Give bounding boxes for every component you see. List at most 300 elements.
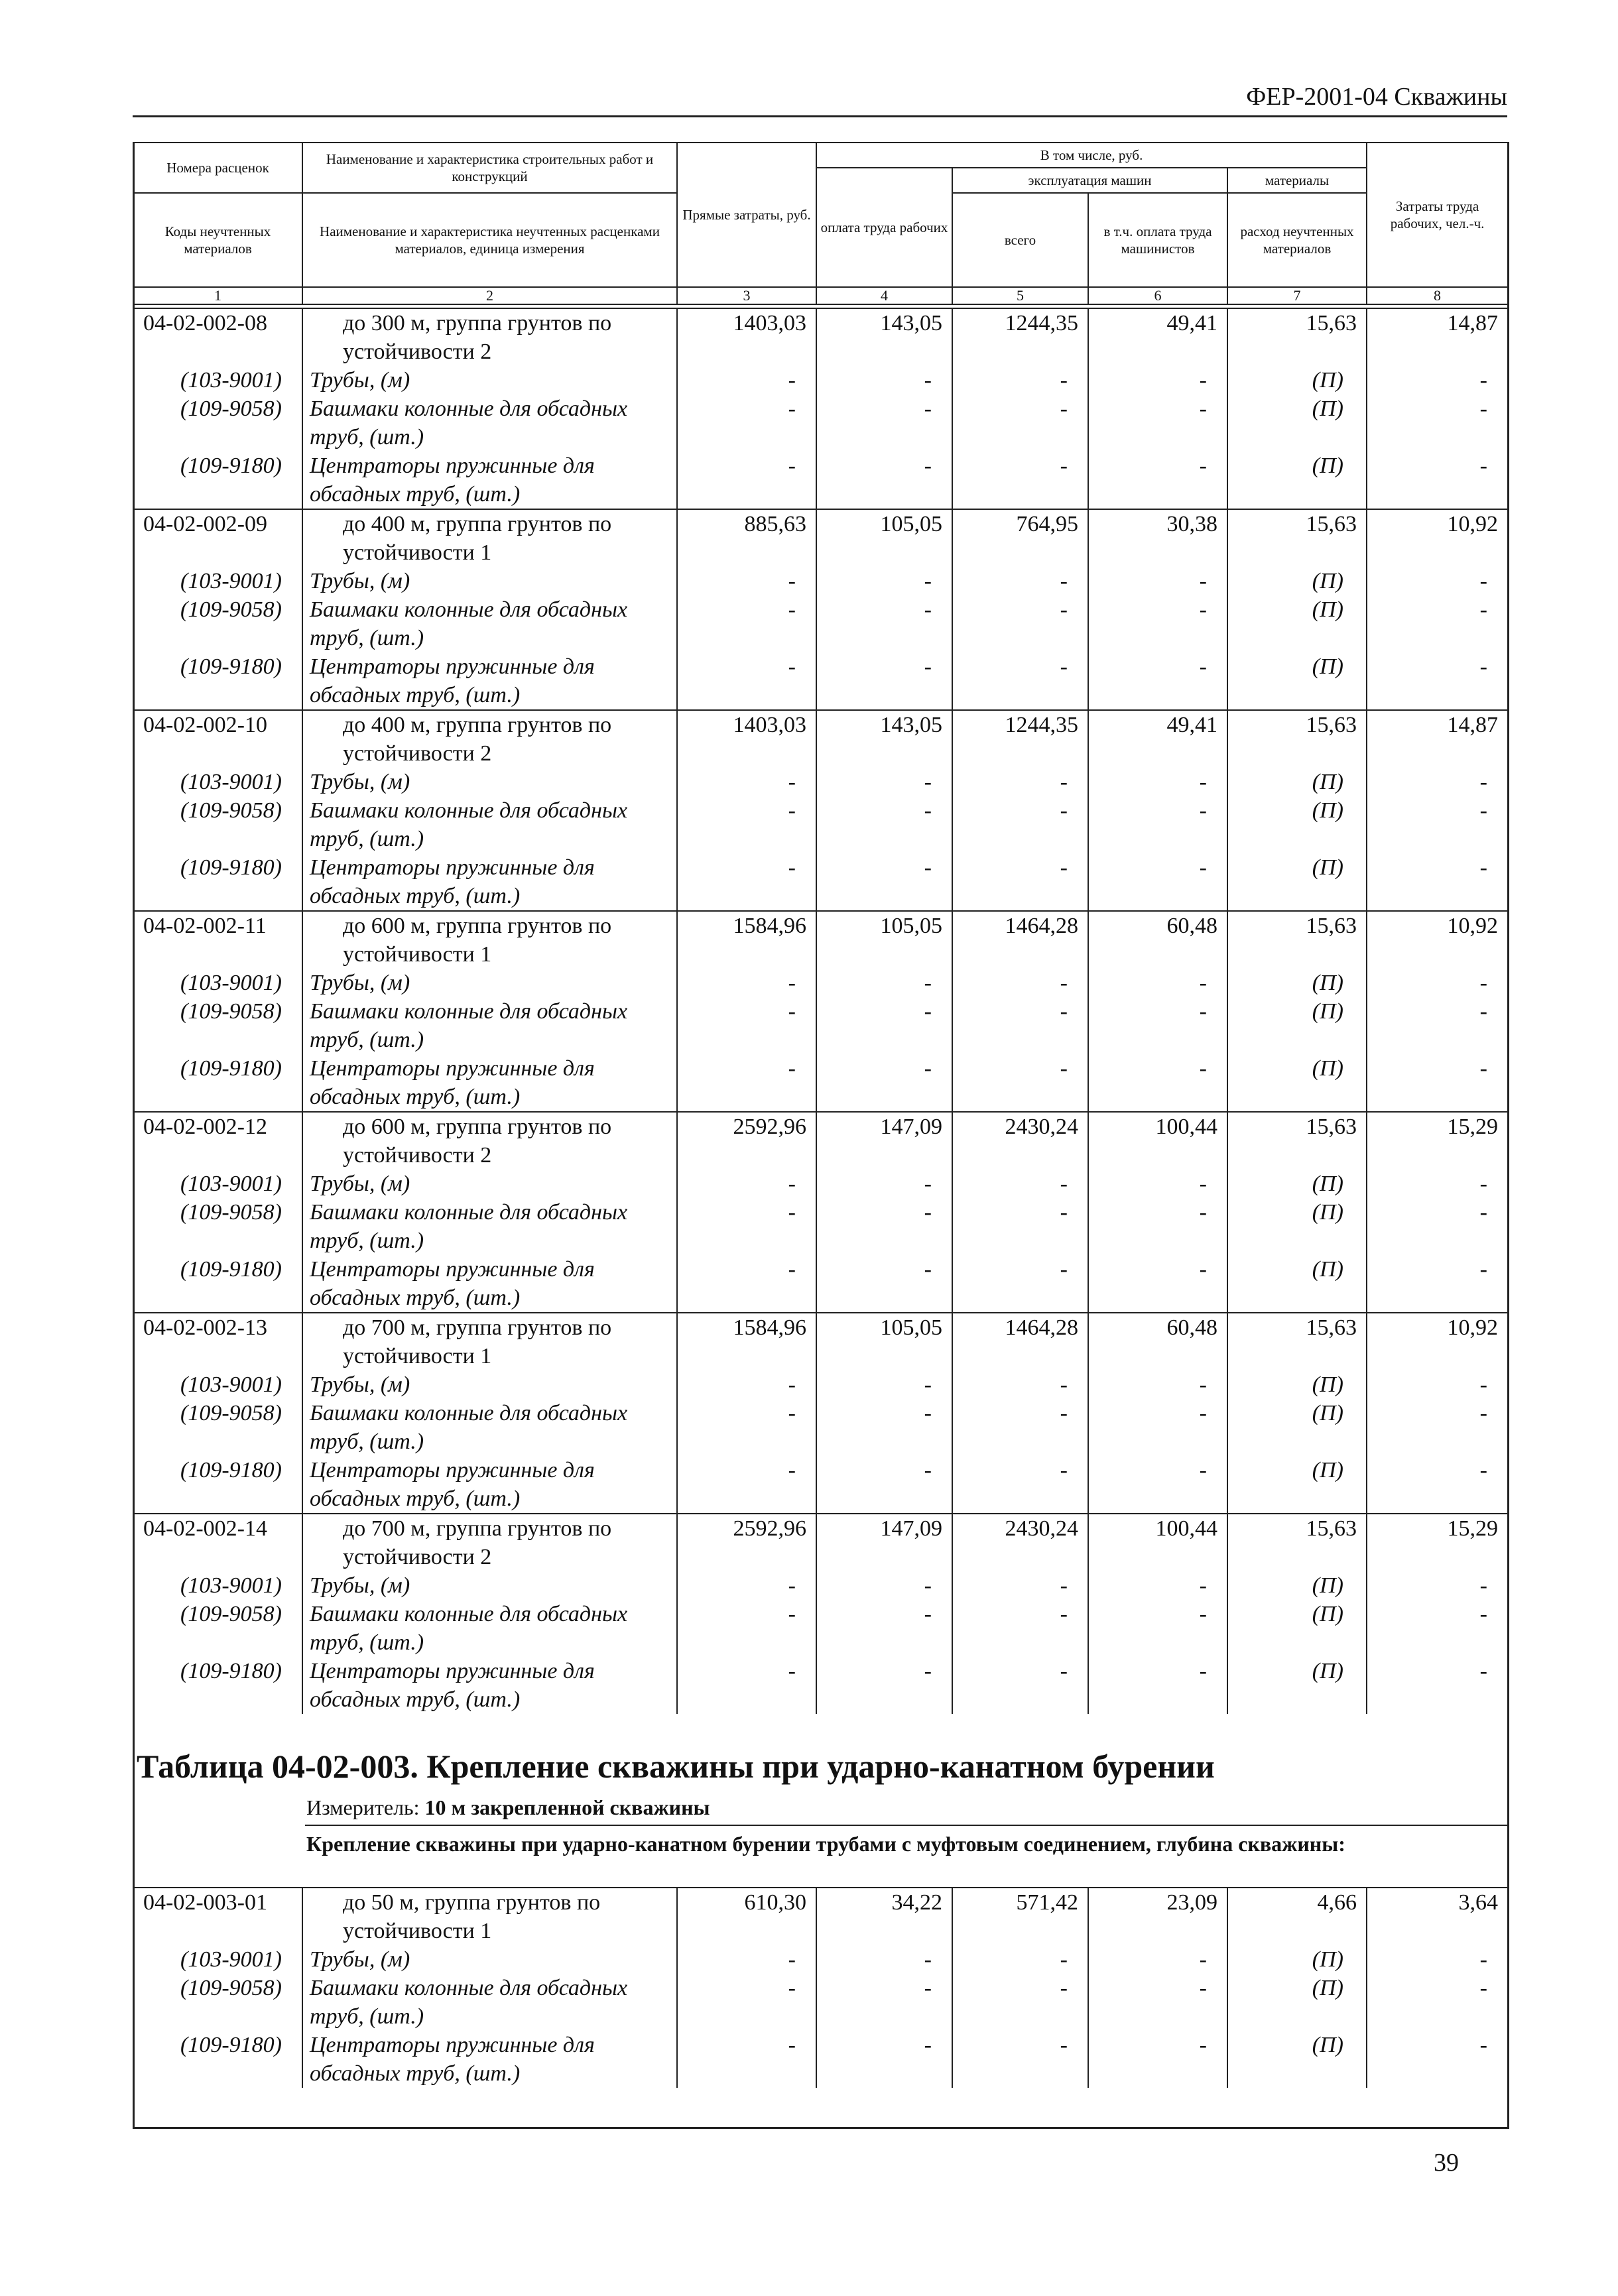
dash: - bbox=[816, 1974, 952, 2031]
material-row bbox=[133, 2031, 1508, 2088]
dash: - bbox=[952, 2031, 1088, 2088]
dash: - bbox=[816, 1657, 952, 1714]
material-row bbox=[133, 567, 1508, 595]
header-mach-total: всего bbox=[952, 193, 1088, 287]
dash: - bbox=[952, 796, 1088, 853]
material-mark: (П) bbox=[1227, 595, 1367, 652]
material-mark: (П) bbox=[1227, 1170, 1367, 1198]
material-name: Трубы, (м) bbox=[302, 768, 677, 796]
material-row bbox=[133, 796, 1508, 853]
material-row bbox=[133, 1974, 1508, 2031]
dash: - bbox=[677, 1255, 816, 1313]
material-name: Трубы, (м) bbox=[302, 1945, 677, 1974]
direct-cost: 1584,96 bbox=[677, 1313, 816, 1370]
labor-cost: 105,05 bbox=[816, 1313, 952, 1370]
dash: - bbox=[816, 1198, 952, 1255]
dash: - bbox=[677, 796, 816, 853]
meter-value: 10 м закрепленной скважины bbox=[424, 1795, 710, 1819]
header-labor: оплата труда рабочих bbox=[816, 168, 952, 287]
material-name: Башмаки колонные для обсадных труб, (шт.) bbox=[302, 796, 677, 853]
dash: - bbox=[1367, 1600, 1508, 1657]
material-row bbox=[133, 1600, 1508, 1657]
rate-code: 04-02-002-14 bbox=[133, 1514, 302, 1571]
rate-row bbox=[133, 710, 1508, 768]
material-cost: 15,63 bbox=[1227, 911, 1367, 969]
machinist-cost: 100,44 bbox=[1088, 1514, 1227, 1571]
dash: - bbox=[816, 1571, 952, 1600]
material-mark: (П) bbox=[1227, 853, 1367, 911]
dash: - bbox=[1088, 394, 1227, 452]
rate-code: 04-02-002-11 bbox=[133, 911, 302, 969]
meter bbox=[306, 1795, 710, 1820]
dash: - bbox=[677, 1170, 816, 1198]
dash: - bbox=[677, 1198, 816, 1255]
dash: - bbox=[816, 853, 952, 911]
material-code: (109-9180) bbox=[133, 452, 302, 509]
header-codes-bottom: Коды неучтенных материалов bbox=[133, 193, 302, 287]
direct-cost: 885,63 bbox=[677, 509, 816, 567]
material-mark: (П) bbox=[1227, 969, 1367, 997]
dash: - bbox=[816, 1456, 952, 1514]
material-mark: (П) bbox=[1227, 1399, 1367, 1456]
rate-row bbox=[133, 509, 1508, 567]
material-name: Центраторы пружинные для обсадных труб, (шт.) bbox=[302, 1657, 677, 1714]
dash: - bbox=[1088, 366, 1227, 394]
dash: - bbox=[952, 652, 1088, 710]
labor-hours: 14,87 bbox=[1367, 710, 1508, 768]
material-code: (109-9058) bbox=[133, 1600, 302, 1657]
material-name: Центраторы пружинные для обсадных труб, (шт.) bbox=[302, 1456, 677, 1514]
material-name: Башмаки колонные для обсадных труб, (шт.) bbox=[302, 1399, 677, 1456]
machinist-cost: 60,48 bbox=[1088, 1313, 1227, 1370]
material-mark: (П) bbox=[1227, 1657, 1367, 1714]
table-title: Таблица 04-02-003. Крепление скважины при ударно-канатном бурении bbox=[137, 1748, 1215, 1785]
dash: - bbox=[677, 652, 816, 710]
material-cost: 15,63 bbox=[1227, 710, 1367, 768]
dash: - bbox=[952, 1198, 1088, 1255]
material-code: (109-9180) bbox=[133, 652, 302, 710]
machine-cost: 2430,24 bbox=[952, 1112, 1088, 1170]
rates-table-04-02-002 bbox=[133, 308, 1509, 1714]
material-row bbox=[133, 1456, 1508, 1514]
dash: - bbox=[952, 452, 1088, 509]
dash: - bbox=[1088, 1170, 1227, 1198]
dash: - bbox=[952, 1255, 1088, 1313]
machine-cost: 1244,35 bbox=[952, 710, 1088, 768]
header-incl: В том числе, руб. bbox=[816, 143, 1367, 168]
dash: - bbox=[1367, 1974, 1508, 2031]
dash: - bbox=[1088, 2031, 1227, 2088]
material-row bbox=[133, 1054, 1508, 1112]
rate-name: до 600 м, группа грунтов по устойчивости 2 bbox=[302, 1112, 677, 1170]
dash: - bbox=[816, 1255, 952, 1313]
dash: - bbox=[1088, 1255, 1227, 1313]
rate-name: до 600 м, группа грунтов по устойчивости 1 bbox=[302, 911, 677, 969]
dash: - bbox=[952, 969, 1088, 997]
machinist-cost: 23,09 bbox=[1088, 1888, 1227, 1945]
dash: - bbox=[677, 2031, 816, 2088]
dash: - bbox=[952, 1370, 1088, 1399]
dash: - bbox=[677, 1945, 816, 1974]
dash: - bbox=[816, 652, 952, 710]
dash: - bbox=[952, 853, 1088, 911]
machinist-cost: 30,38 bbox=[1088, 509, 1227, 567]
material-mark: (П) bbox=[1227, 1370, 1367, 1399]
rate-code: 04-02-002-10 bbox=[133, 710, 302, 768]
material-row bbox=[133, 452, 1508, 509]
machine-cost: 1464,28 bbox=[952, 1313, 1088, 1370]
material-mark: (П) bbox=[1227, 768, 1367, 796]
dash: - bbox=[677, 452, 816, 509]
material-name: Центраторы пружинные для обсадных труб, (шт.) bbox=[302, 1255, 677, 1313]
dash: - bbox=[952, 1456, 1088, 1514]
labor-cost: 147,09 bbox=[816, 1514, 952, 1571]
running-head: ФЕР-2001-04 Скважины bbox=[133, 78, 1507, 117]
dash: - bbox=[1367, 567, 1508, 595]
dash: - bbox=[1088, 1399, 1227, 1456]
dash: - bbox=[816, 595, 952, 652]
material-row bbox=[133, 1255, 1508, 1313]
material-code: (109-9058) bbox=[133, 595, 302, 652]
material-name: Центраторы пружинные для обсадных труб, (шт.) bbox=[302, 452, 677, 509]
dash: - bbox=[677, 1571, 816, 1600]
direct-cost: 2592,96 bbox=[677, 1514, 816, 1571]
dash: - bbox=[1088, 1945, 1227, 1974]
material-code: (109-9058) bbox=[133, 796, 302, 853]
dash: - bbox=[1367, 366, 1508, 394]
colnum: 6 bbox=[1088, 287, 1227, 304]
material-code: (109-9058) bbox=[133, 1974, 302, 2031]
material-name: Башмаки колонные для обсадных труб, (шт.) bbox=[302, 394, 677, 452]
dash: - bbox=[1088, 452, 1227, 509]
dash: - bbox=[1367, 853, 1508, 911]
dash: - bbox=[952, 1945, 1088, 1974]
dash: - bbox=[1367, 1657, 1508, 1714]
labor-cost: 143,05 bbox=[816, 308, 952, 366]
material-name: Трубы, (м) bbox=[302, 1170, 677, 1198]
dash: - bbox=[1088, 1456, 1227, 1514]
material-row bbox=[133, 366, 1508, 394]
material-row bbox=[133, 997, 1508, 1054]
material-mark: (П) bbox=[1227, 1974, 1367, 2031]
dash: - bbox=[677, 1456, 816, 1514]
dash: - bbox=[952, 1974, 1088, 2031]
machinist-cost: 100,44 bbox=[1088, 1112, 1227, 1170]
rate-code: 04-02-002-08 bbox=[133, 308, 302, 366]
dash: - bbox=[1367, 796, 1508, 853]
rate-row bbox=[133, 1888, 1508, 1945]
material-mark: (П) bbox=[1227, 1054, 1367, 1112]
dash: - bbox=[1088, 567, 1227, 595]
material-mark: (П) bbox=[1227, 452, 1367, 509]
material-code: (103-9001) bbox=[133, 1170, 302, 1198]
material-cost: 15,63 bbox=[1227, 509, 1367, 567]
material-cost: 15,63 bbox=[1227, 308, 1367, 366]
rate-code: 04-02-002-12 bbox=[133, 1112, 302, 1170]
dash: - bbox=[1367, 1370, 1508, 1399]
material-row bbox=[133, 1657, 1508, 1714]
dash: - bbox=[952, 1600, 1088, 1657]
page-number: 39 bbox=[1434, 2149, 1459, 2177]
dash: - bbox=[816, 394, 952, 452]
dash: - bbox=[1088, 1600, 1227, 1657]
colnum: 5 bbox=[952, 287, 1088, 304]
material-code: (109-9180) bbox=[133, 1456, 302, 1514]
labor-cost: 147,09 bbox=[816, 1112, 952, 1170]
material-mark: (П) bbox=[1227, 1198, 1367, 1255]
colnum: 3 bbox=[677, 287, 816, 304]
dash: - bbox=[677, 1974, 816, 2031]
material-row bbox=[133, 394, 1508, 452]
dash: - bbox=[952, 1657, 1088, 1714]
material-mark: (П) bbox=[1227, 652, 1367, 710]
dash: - bbox=[1367, 969, 1508, 997]
labor-cost: 105,05 bbox=[816, 509, 952, 567]
rates-table-04-02-003 bbox=[133, 1887, 1509, 2088]
dash: - bbox=[1367, 1399, 1508, 1456]
header-name-top: Наименование и характеристика строительных работ и конструкций bbox=[302, 143, 677, 193]
material-code: (103-9001) bbox=[133, 1945, 302, 1974]
dash: - bbox=[952, 1054, 1088, 1112]
rate-row bbox=[133, 308, 1508, 366]
material-row bbox=[133, 595, 1508, 652]
dash: - bbox=[952, 997, 1088, 1054]
header-codes-top: Номера расценок bbox=[133, 143, 302, 193]
dash: - bbox=[1088, 1054, 1227, 1112]
header-name-bottom: Наименование и характеристика неучтенных расценками материалов, единица измерения bbox=[302, 193, 677, 287]
material-row bbox=[133, 1571, 1508, 1600]
material-cost: 15,63 bbox=[1227, 1514, 1367, 1571]
dash: - bbox=[816, 366, 952, 394]
material-code: (103-9001) bbox=[133, 1571, 302, 1600]
dash: - bbox=[1367, 452, 1508, 509]
machinist-cost: 60,48 bbox=[1088, 911, 1227, 969]
material-mark: (П) bbox=[1227, 567, 1367, 595]
header-direct: Прямые затраты, руб. bbox=[677, 143, 816, 287]
material-row bbox=[133, 1170, 1508, 1198]
material-row bbox=[133, 652, 1508, 710]
material-row bbox=[133, 768, 1508, 796]
rate-name: до 700 м, группа грунтов по устойчивости 1 bbox=[302, 1313, 677, 1370]
material-row bbox=[133, 853, 1508, 911]
material-row bbox=[133, 1945, 1508, 1974]
material-code: (103-9001) bbox=[133, 567, 302, 595]
material-name: Трубы, (м) bbox=[302, 969, 677, 997]
material-row bbox=[133, 1399, 1508, 1456]
dash: - bbox=[1367, 1198, 1508, 1255]
direct-cost: 1403,03 bbox=[677, 308, 816, 366]
dash: - bbox=[1088, 1571, 1227, 1600]
dash: - bbox=[1367, 1054, 1508, 1112]
material-code: (109-9180) bbox=[133, 1255, 302, 1313]
machine-cost: 1244,35 bbox=[952, 308, 1088, 366]
dash: - bbox=[816, 1399, 952, 1456]
material-name: Башмаки колонные для обсадных труб, (шт.) bbox=[302, 1974, 677, 2031]
machine-cost: 1464,28 bbox=[952, 911, 1088, 969]
labor-hours: 10,92 bbox=[1367, 1313, 1508, 1370]
labor-hours: 14,87 bbox=[1367, 308, 1508, 366]
dash: - bbox=[816, 567, 952, 595]
colnum: 4 bbox=[816, 287, 952, 304]
dash: - bbox=[1367, 1945, 1508, 1974]
dash: - bbox=[1367, 768, 1508, 796]
dash: - bbox=[816, 1945, 952, 1974]
rate-name: до 50 м, группа грунтов по устойчивости 1 bbox=[302, 1888, 677, 1945]
material-cost: 15,63 bbox=[1227, 1112, 1367, 1170]
dash: - bbox=[1367, 1255, 1508, 1313]
material-name: Центраторы пружинные для обсадных труб, (шт.) bbox=[302, 1054, 677, 1112]
rate-name: до 400 м, группа грунтов по устойчивости 1 bbox=[302, 509, 677, 567]
dash: - bbox=[677, 853, 816, 911]
labor-cost: 105,05 bbox=[816, 911, 952, 969]
rate-row bbox=[133, 1112, 1508, 1170]
dash: - bbox=[816, 997, 952, 1054]
dash: - bbox=[816, 1170, 952, 1198]
meter-label: Измеритель: bbox=[306, 1795, 425, 1819]
machine-cost: 2430,24 bbox=[952, 1514, 1088, 1571]
material-name: Башмаки колонные для обсадных труб, (шт.) bbox=[302, 1198, 677, 1255]
header-mach-labor: в т.ч. оплата труда машинистов bbox=[1088, 193, 1227, 287]
material-mark: (П) bbox=[1227, 2031, 1367, 2088]
material-code: (109-9180) bbox=[133, 853, 302, 911]
direct-cost: 2592,96 bbox=[677, 1112, 816, 1170]
material-code: (103-9001) bbox=[133, 969, 302, 997]
rate-code: 04-02-002-13 bbox=[133, 1313, 302, 1370]
dash: - bbox=[1367, 595, 1508, 652]
direct-cost: 1584,96 bbox=[677, 911, 816, 969]
rate-code: 04-02-003-01 bbox=[133, 1888, 302, 1945]
dash: - bbox=[1367, 394, 1508, 452]
material-row bbox=[133, 969, 1508, 997]
dash: - bbox=[816, 768, 952, 796]
colnum: 7 bbox=[1227, 287, 1367, 304]
rate-code: 04-02-002-09 bbox=[133, 509, 302, 567]
dash: - bbox=[1088, 969, 1227, 997]
material-name: Башмаки колонные для обсадных труб, (шт.) bbox=[302, 997, 677, 1054]
material-name: Центраторы пружинные для обсадных труб, (шт.) bbox=[302, 853, 677, 911]
colnum: 8 bbox=[1367, 287, 1508, 304]
rate-row bbox=[133, 911, 1508, 969]
machinist-cost: 49,41 bbox=[1088, 710, 1227, 768]
dash: - bbox=[816, 2031, 952, 2088]
dash: - bbox=[952, 1399, 1088, 1456]
rate-name: до 300 м, группа грунтов по устойчивости 2 bbox=[302, 308, 677, 366]
material-name: Башмаки колонные для обсадных труб, (шт.) bbox=[302, 595, 677, 652]
dash: - bbox=[677, 997, 816, 1054]
material-name: Башмаки колонные для обсадных труб, (шт.) bbox=[302, 1600, 677, 1657]
dash: - bbox=[952, 1170, 1088, 1198]
material-code: (103-9001) bbox=[133, 1370, 302, 1399]
rate-row bbox=[133, 1514, 1508, 1571]
dash: - bbox=[816, 1370, 952, 1399]
header-machines: эксплуатация машин bbox=[952, 168, 1227, 193]
material-mark: (П) bbox=[1227, 997, 1367, 1054]
material-mark: (П) bbox=[1227, 1255, 1367, 1313]
dash: - bbox=[677, 1370, 816, 1399]
material-name: Трубы, (м) bbox=[302, 1571, 677, 1600]
labor-hours: 10,92 bbox=[1367, 911, 1508, 969]
material-code: (109-9058) bbox=[133, 1198, 302, 1255]
material-name: Центраторы пружинные для обсадных труб, (шт.) bbox=[302, 2031, 677, 2088]
table-header bbox=[133, 142, 1509, 305]
rate-name: до 400 м, группа грунтов по устойчивости 2 bbox=[302, 710, 677, 768]
labor-cost: 34,22 bbox=[816, 1888, 952, 1945]
dash: - bbox=[816, 1600, 952, 1657]
labor-hours: 3,64 bbox=[1367, 1888, 1508, 1945]
material-code: (109-9180) bbox=[133, 1657, 302, 1714]
material-row bbox=[133, 1370, 1508, 1399]
dash: - bbox=[1088, 1198, 1227, 1255]
direct-cost: 610,30 bbox=[677, 1888, 816, 1945]
material-name: Центраторы пружинные для обсадных труб, (шт.) bbox=[302, 652, 677, 710]
direct-cost: 1403,03 bbox=[677, 710, 816, 768]
material-mark: (П) bbox=[1227, 1600, 1367, 1657]
dash: - bbox=[1088, 853, 1227, 911]
material-cost: 4,66 bbox=[1227, 1888, 1367, 1945]
dash: - bbox=[952, 366, 1088, 394]
material-mark: (П) bbox=[1227, 366, 1367, 394]
dash: - bbox=[816, 796, 952, 853]
material-mark: (П) bbox=[1227, 1456, 1367, 1514]
dash: - bbox=[677, 595, 816, 652]
dash: - bbox=[816, 969, 952, 997]
material-code: (109-9058) bbox=[133, 394, 302, 452]
dash: - bbox=[1367, 1170, 1508, 1198]
dash: - bbox=[677, 366, 816, 394]
header-materials: материалы bbox=[1227, 168, 1367, 193]
rate-name: до 700 м, группа грунтов по устойчивости 2 bbox=[302, 1514, 677, 1571]
labor-cost: 143,05 bbox=[816, 710, 952, 768]
material-code: (103-9001) bbox=[133, 366, 302, 394]
material-code: (103-9001) bbox=[133, 768, 302, 796]
dash: - bbox=[677, 1399, 816, 1456]
labor-hours: 15,29 bbox=[1367, 1112, 1508, 1170]
header-workers: Затраты труда рабочих, чел.-ч. bbox=[1367, 143, 1508, 287]
header-mat-use: расход неучтенных материалов bbox=[1227, 193, 1367, 287]
material-mark: (П) bbox=[1227, 1571, 1367, 1600]
dash: - bbox=[677, 1657, 816, 1714]
dash: - bbox=[1088, 595, 1227, 652]
dash: - bbox=[952, 768, 1088, 796]
dash: - bbox=[677, 768, 816, 796]
machinist-cost: 49,41 bbox=[1088, 308, 1227, 366]
labor-hours: 10,92 bbox=[1367, 509, 1508, 567]
dash: - bbox=[952, 567, 1088, 595]
dash: - bbox=[1088, 1370, 1227, 1399]
dash: - bbox=[677, 1600, 816, 1657]
material-name: Трубы, (м) bbox=[302, 567, 677, 595]
dash: - bbox=[1367, 652, 1508, 710]
rate-row bbox=[133, 1313, 1508, 1370]
material-code: (109-9058) bbox=[133, 1399, 302, 1456]
material-code: (109-9180) bbox=[133, 2031, 302, 2088]
labor-hours: 15,29 bbox=[1367, 1514, 1508, 1571]
dash: - bbox=[1088, 652, 1227, 710]
material-row bbox=[133, 1198, 1508, 1255]
material-code: (109-9058) bbox=[133, 997, 302, 1054]
dash: - bbox=[952, 394, 1088, 452]
dash: - bbox=[1088, 1657, 1227, 1714]
material-cost: 15,63 bbox=[1227, 1313, 1367, 1370]
dash: - bbox=[677, 969, 816, 997]
dash: - bbox=[1088, 997, 1227, 1054]
dash: - bbox=[677, 394, 816, 452]
dash: - bbox=[816, 1054, 952, 1112]
material-code: (109-9180) bbox=[133, 1054, 302, 1112]
colnum: 2 bbox=[302, 287, 677, 304]
material-name: Трубы, (м) bbox=[302, 366, 677, 394]
material-name: Трубы, (м) bbox=[302, 1370, 677, 1399]
